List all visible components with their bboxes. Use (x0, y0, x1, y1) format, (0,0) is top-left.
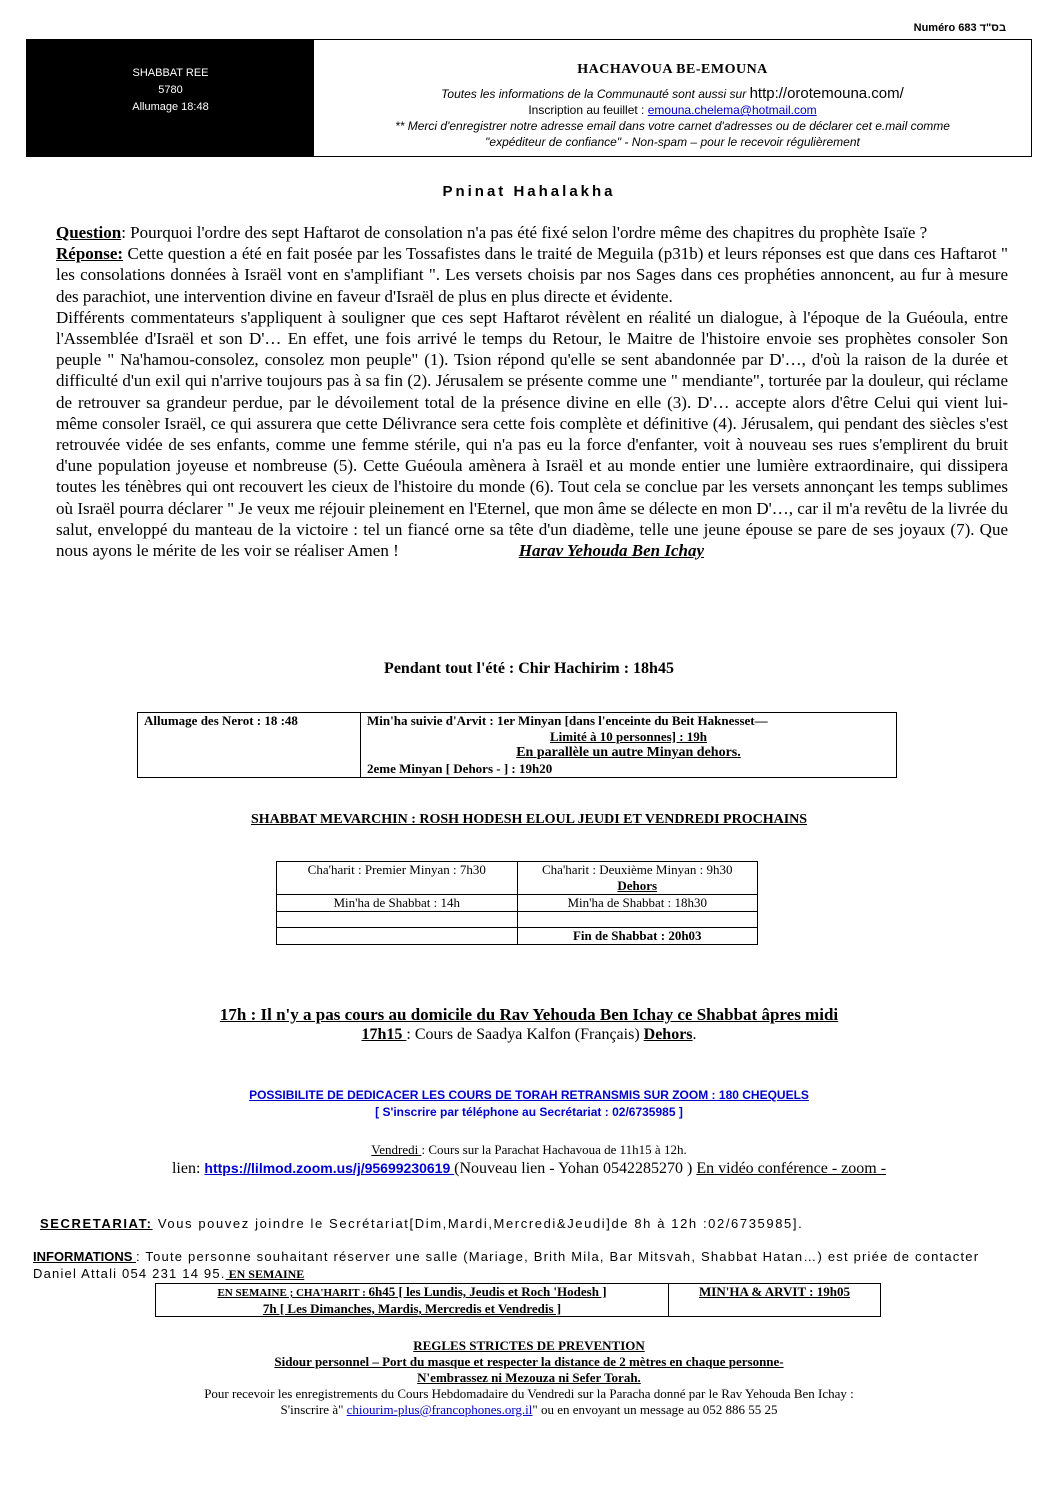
shabbat-allumage: Allumage 18:48 (132, 101, 209, 113)
fin-shabbat-cell: Fin de Shabbat : 20h03 (517, 928, 758, 945)
charit-2-place: Dehors (617, 878, 658, 893)
weekday-charit-line-1 (162, 1284, 662, 1301)
no-course-notice: 17h : Il n'y a pas cours au domicile du Rav Yehouda Ben Ichay ce Shabbat âpres midi (219, 1005, 839, 1024)
info-tail: EN SEMAINE (225, 1267, 305, 1281)
subscribe-email-link[interactable]: emouna.chelema@hotmail.com (647, 103, 817, 117)
info-label: INFORMATIONS (33, 1249, 137, 1264)
zoom-link[interactable]: https://lilmod.zoom.us/j/95699230619 (204, 1160, 455, 1176)
recordings-email-link[interactable]: chiourim-plus@francophones.org.il (346, 1402, 533, 1417)
recordings-text-b: " ou en envoyant un message au 052 886 55 25 (532, 1402, 778, 1417)
reponse-text: Cette question a été en fait posée par les Tossafistes dans le traité de Meguila (p31b) et leurs réponses est que dans ces Haftarot " les consolations données à Israël vont en s'amplifiant ". Les versets choisis par nos Sages dans ces prophéties annoncent, au fur à mesure des parachiot, une intervention divine en faveur d'Israël de plus en plus directe et évidente. (56, 244, 1008, 306)
website-text: Toutes les informations de la Communauté sont aussi sur (441, 87, 750, 101)
question-paragraph (56, 222, 1008, 243)
weekday-schedule-table (155, 1283, 881, 1317)
friday-label: Vendredi (371, 1142, 422, 1157)
zoom-link-line (0, 1160, 1058, 1178)
charit-1-cell: Cha'harit : Premier Minyan : 7h30 (277, 862, 518, 895)
minha-line-2: Limité à 10 personnes] : 19h (549, 729, 708, 744)
allumage-cell: Allumage des Nerot : 18 :48 (138, 713, 361, 778)
email-note-2: "expéditeur de confiance" - Non-spam – pour le recevoir régulièrement (485, 135, 860, 149)
halakha-article (56, 222, 1008, 561)
table-row (277, 862, 758, 895)
issue-number: Numéro 683 בס"ד (913, 22, 1006, 34)
minha-line-4: 2eme Minyan [ Dehors - ] : 19h20 (367, 761, 553, 776)
question-text: : Pourquoi l'ordre des sept Haftarot de consolation n'a pas été fixé selon l'ordre même des chapitres du prophète Isaïe ? (121, 223, 928, 242)
table-row (277, 912, 758, 928)
commentary-text: Différents commentateurs s'appliquent à souligner que ces sept Haftarot révèlent en réalité un dialogue, à l'époque de la Guéoula, entre l'Assemblée d'Israël et son D'… En effet, une fois arrivé le temps du Retour, le Maitre de l'histoire envoie ses prophètes consoler Son peuple " Na'hamou-consolez, consolez mon peuple" (1). Tsion répond qu'elle se sent abandonnée par D'…, d'où la raison de la durée et difficulté d'un exil qui n'arrive toujours pas à sa fin (2). Jérusalem se présente comme une " mendiante", torturée par la douleur, qui réclame de retrouver sa grandeur perdue, par le dévoilement total de la présence divine en elle (3). D'… accepte alors d'être Celui qui vient lui-même consoler Israël, ce qui assurera que cette Délivrance sera cette fois complète et définitive (4). Jérusalem, qui pendant des siècles s'est retrouvée vidée de ses enfants, comme une femme stérile, qui n'a pas eu la force d'enfanter, voit à nouveau ses rues s'emplirent du bruit d'une population joyeuse et nombreuse (5). Cette Guéoula amènera à Israël et au monde entier une lumière extraordinaire, qui dissipera toutes les ténèbres qui ont recouvert les cieux de l'histoire du monde (6). Tout cela se conclue par les versets annonçant les temps sublimes où Israël pourra déclarer " Je veux me réjouir pleinement en l'Eternel, que mon âme se délecte en mon D'…, car il m'a revêtu de la livrée du salut, enveloppé du manteau de la victoire : tel un fiancé orne sa tête d'un diadème, telle une jeune épouse se pare de ses joyaux (7). Que nous ayons le mérite de les voir se réaliser Amen ! (56, 307, 1008, 561)
table-row (156, 1284, 881, 1317)
course-notice: 17h15 : Cours de Saadya Kalfon (Français) Dehors. (361, 1026, 697, 1043)
friday-schedule-table (137, 712, 897, 778)
table-row (277, 895, 758, 912)
subscribe-text: Inscription au feuillet : (528, 103, 648, 117)
weekday-charit-times-2: 7h [ Les Dimanches, Mardis, Mercredis et Vendredis ] (262, 1301, 562, 1316)
summer-schedule: Pendant tout l'été : Chir Hachirim : 18h45 (384, 660, 674, 677)
commentary-paragraph (56, 307, 1008, 561)
minha-arvit-cell (361, 713, 897, 778)
website-link[interactable]: http://orotemouna.com/ (749, 85, 904, 102)
mevarchin-notice: SHABBAT MEVARCHIN : ROSH HODESH ELOUL JEUDI ET VENDREDI PROCHAINS (250, 812, 808, 827)
empty-cell (517, 912, 758, 928)
table-row (277, 928, 758, 945)
prevention-rules (0, 1338, 1058, 1418)
shabbat-schedule-table (276, 861, 758, 945)
empty-cell (277, 928, 518, 945)
rules-title: REGLES STRICTES DE PREVENTION (413, 1338, 645, 1353)
minha-1-cell: Min'ha de Shabbat : 14h (277, 895, 518, 912)
article-author: Harav Yehouda Ben Ichay (518, 541, 705, 561)
dedication-notice (0, 1087, 1058, 1121)
recordings-line-2 (0, 1402, 1058, 1418)
reponse-label: Réponse: (56, 244, 124, 264)
shabbat-name: SHABBAT REE (132, 67, 209, 79)
pninat-title: Pninat Hahalakha (442, 183, 616, 200)
minha-line-3: En parallèle un autre Minyan dehors. (516, 745, 741, 760)
friday-text: : Cours sur la Parachat Hachavoua de 11h15 à 12h. (421, 1142, 687, 1157)
weekday-charit-times-1: 6h45 [ les Lundis, Jeudis et Roch 'Hodesh ] (368, 1284, 607, 1299)
charit-2-text: Cha'harit : Deuxième Minyan : 9h30 (542, 862, 733, 877)
website-line (314, 86, 1031, 102)
recordings-text-a: S'inscrire à" (280, 1402, 347, 1417)
newsletter-title: HACHAVOUA BE-EMOUNA (577, 62, 768, 77)
course-place: Dehors (643, 1026, 693, 1043)
zoom-contact: (Nouveau lien - Yohan 0542285270 ) (454, 1160, 697, 1177)
info-text: : Toute personne souhaitant réserver une salle (Mariage, Brith Mila, Bar Mitsvah, Shabbat Hatan…) est priée de contacter Daniel Attali 054 231 14 95. (33, 1249, 980, 1281)
secretariat-text: Vous pouvez joindre le Secrétariat[Dim,Mardi,Mercredi&Jeudi]de 8h à 12h :02/6735985]. (152, 1216, 804, 1231)
secretariat-label: SECRETARIAT: (40, 1216, 153, 1231)
table-row (138, 713, 897, 778)
weekday-charit-label: EN SEMAINE ; CHA'HARIT : (217, 1287, 369, 1299)
header-box (26, 39, 1032, 157)
dedication-line-1[interactable]: POSSIBILITE DE DEDICACER LES COURS DE TORAH RETRANSMIS SUR ZOOM : 180 CHEQUELS (249, 1088, 809, 1102)
header-shabbat-panel (27, 40, 314, 156)
charit-2-cell (517, 862, 758, 895)
rules-line-2: N'embrassez ni Mezouza ni Sefer Torah. (417, 1370, 641, 1385)
shabbat-year: 5780 (158, 84, 183, 96)
subscribe-line (314, 102, 1031, 118)
information-line (33, 1248, 1023, 1283)
email-note-1: ** Merci d'enregistrer notre adresse email dans votre carnet d'adresses ou de déclarer cet e.mail comme (395, 119, 950, 133)
zoom-video-note: En vidéo conférence - zoom - (696, 1160, 887, 1177)
zoom-label: lien: (171, 1160, 205, 1177)
rules-line-1: Sidour personnel – Port du masque et respecter la distance de 2 mètres en chaque personne- (274, 1354, 784, 1369)
reponse-paragraph (56, 243, 1008, 307)
friday-course (0, 1142, 1058, 1158)
recordings-line-1: Pour recevoir les enregistrements du Cours Hebdomadaire du Vendredi sur la Paracha donné par le Rav Yehouda Ben Ichay : (204, 1386, 854, 1401)
empty-cell (277, 912, 518, 928)
course-time: 17h15 (361, 1026, 407, 1043)
dedication-line-2: [ S'inscrire par téléphone au Secrétariat : 02/6735985 ] (375, 1105, 683, 1119)
question-label: Question (56, 223, 122, 242)
minha-2-cell: Min'ha de Shabbat : 18h30 (517, 895, 758, 912)
minha-line-1: Min'ha suivie d'Arvit : 1er Minyan [dans l'enceinte du Beit Haknesset— (367, 713, 768, 728)
weekday-minha-cell: MIN'HA & ARVIT : 19h05 (669, 1284, 881, 1317)
course-text: : Cours de Saadya Kalfon (Français) (406, 1026, 644, 1043)
secretariat-line (40, 1216, 803, 1231)
header-info-panel (314, 40, 1031, 156)
weekday-charit-cell (156, 1284, 669, 1317)
